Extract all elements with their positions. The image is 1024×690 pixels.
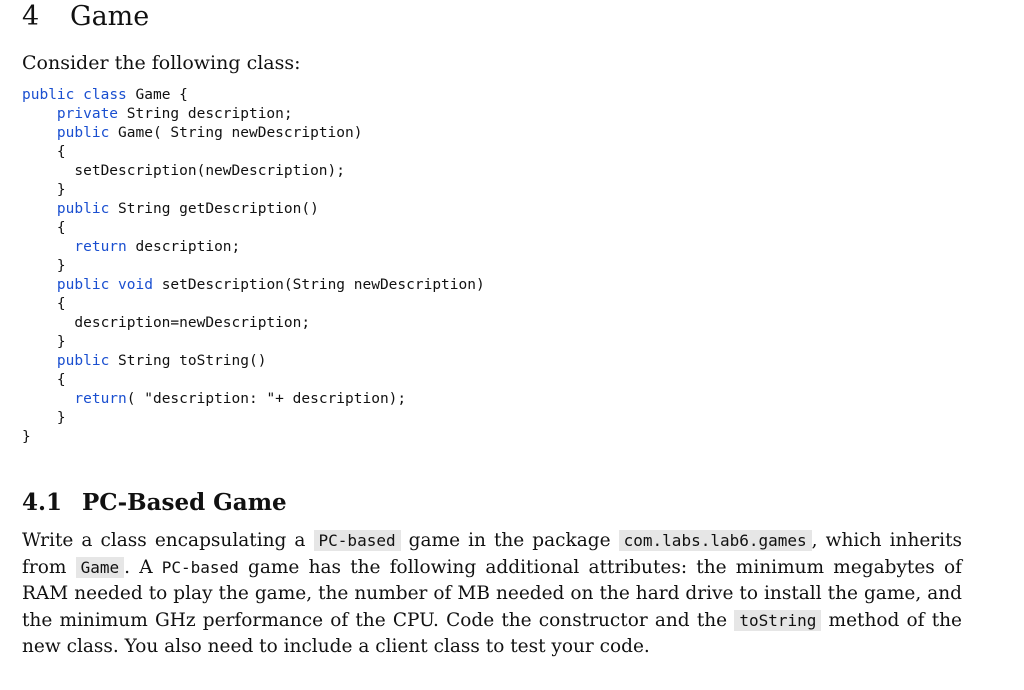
code-text: Game { [126,87,188,103]
code-text: String toString() [109,353,267,369]
code-text: ( "description: "+ description); [126,391,407,407]
code-block [22,86,485,447]
code-text: { [22,220,66,236]
code-keyword: private [56,106,119,122]
code-text [74,87,83,103]
code-keyword: class [83,87,127,103]
paragraph-text: game has the following additional attributes: the minimum megabytes of RAM needed to play the game, the number of MB needed on the hard drive to install the game, and the minimum GHz performance of the CPU. Code the constructor and the [22,556,962,631]
code-text: } [22,429,31,445]
code-line [22,314,485,333]
code-line [22,162,485,181]
code-line [22,219,485,238]
code-line [22,105,485,124]
paragraph-text: Write a class encapsulating a [22,530,314,551]
code-keyword: void [118,277,153,293]
code-text: String description; [118,106,293,122]
intro-text: Consider the following class: [22,52,301,74]
code-text: Game( String newDescription) [109,125,363,141]
code-text: setDescription(String newDescription) [152,277,485,293]
code-line [22,409,485,428]
code-line [22,200,485,219]
code-text [109,277,118,293]
code-text: setDescription(newDescription); [22,163,346,179]
code-line [22,390,485,409]
paragraph-text: , which inherits from [22,530,962,578]
code-text: description; [126,239,241,255]
code-line [22,333,485,352]
code-line [22,181,485,200]
code-text: } [22,182,66,198]
code-line [22,352,485,371]
inline-code-package: com.labs.lab6.games [619,530,812,551]
code-line [22,124,485,143]
code-line [22,86,485,105]
code-text: { [22,296,66,312]
inline-code-pc-based-plain: PC-based [161,557,239,577]
paragraph-text: . A [124,556,162,578]
subsection-number: 4.1 [22,489,63,516]
code-text: { [22,144,66,160]
code-keyword: public [56,201,110,217]
code-text [22,201,57,217]
code-keyword: public [56,277,110,293]
code-text [22,391,74,407]
code-text [22,106,57,122]
code-text: } [22,410,66,426]
section-heading [22,0,149,34]
section-title: Game [70,1,150,32]
code-text [22,353,57,369]
assignment-paragraph [22,528,962,661]
paragraph-text: method of the new class. You also need to include a client class to test your code. [22,609,963,657]
subsection-title: PC-Based Game [82,489,287,516]
code-keyword: return [74,239,127,255]
code-text [22,239,74,255]
subsection-heading [22,488,287,518]
code-keyword: public [56,125,110,141]
code-keyword: public [56,353,110,369]
paragraph-text: game in the package [400,530,619,551]
code-text: } [22,334,66,350]
code-text [22,125,57,141]
code-keyword: return [74,391,127,407]
code-line [22,143,485,162]
inline-code-pc-based: PC-based [314,530,401,551]
code-keyword: public [22,87,75,103]
code-line [22,371,485,390]
inline-code-tostring: toString [734,610,821,631]
code-text: String getDescription() [109,201,319,217]
code-text: description=newDescription; [22,315,311,331]
inline-code-game: Game [76,557,125,578]
code-line [22,428,485,447]
code-text: } [22,258,66,274]
section-number: 4 [22,1,40,32]
code-line [22,257,485,276]
code-text [22,277,57,293]
code-line [22,276,485,295]
code-line [22,295,485,314]
code-line [22,238,485,257]
code-text: { [22,372,66,388]
